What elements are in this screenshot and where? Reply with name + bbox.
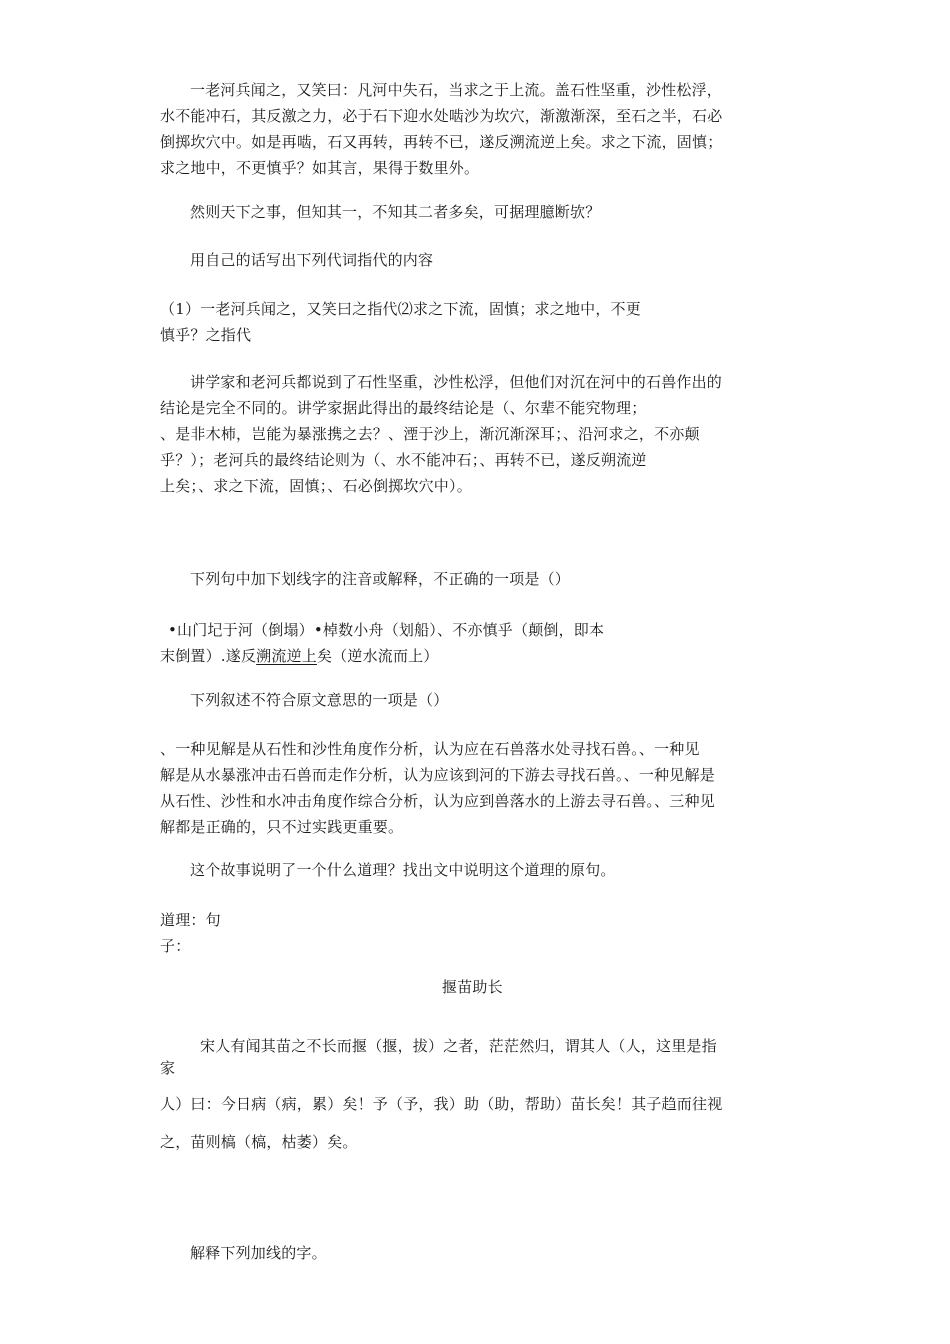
question-conclusion-line: 上矣；、求之下流，固慎；、石必倒掷坎穴中）。 [160, 477, 472, 495]
passage-line: 倒掷坎穴中。如是再啮，石又再转，再转不已，遂反溯流逆上矣。求之下流，固慎； [160, 133, 723, 151]
question-pinyin-option: •山门圮于河（倒塌）•棹数小舟（划船）、不亦慎乎（颠倒，即本 [168, 621, 605, 639]
question-conclusion-line: 、是非木杮，岂能为暴涨携之去？、湮于沙上，渐沉渐深耳；、沿河求之，不亦颠 [160, 425, 700, 443]
question-conclusion-line: 乎？）；老河兵的最终结论则为（、水不能冲石；、再转不已，遂反朔流逆 [160, 451, 647, 469]
question-pinyin-option [160, 646, 439, 666]
question-pronoun-item: （1）一老河兵闻之，又笑曰之指代⑵求之下流，固慎；求之地中，不更 [160, 300, 641, 318]
question-narrative-option: 从石性、沙性和水冲击角度作综合分析，认为应到兽落水的上游去寻石兽。、三种见 [160, 792, 715, 810]
question-narrative: 下列叙述不符合原文意思的一项是（） [190, 691, 449, 709]
question-narrative-option: 、一种见解是从石性和沙性角度作分析，认为应在石兽落水处寻找石兽。、一种见 [160, 740, 700, 758]
question-pronoun-item: 慎乎？之指代 [160, 326, 252, 344]
passage-conclusion: 然则天下之事，但知其一，不知其二者多矣，可据理臆断欤？ [190, 203, 601, 221]
question-moral: 这个故事说明了一个什么道理？找出文中说明这个道理的原句。 [190, 861, 616, 879]
underlined-phrase: 溯流逆上 [256, 647, 317, 665]
option-text: 矣（逆水流而上） [316, 647, 439, 665]
option-text: 末倒置）.遂反 [160, 647, 257, 665]
question-pinyin: 下列句中加下划线字的注音或解释，不正确的一项是（） [190, 570, 571, 588]
story-line: 宋人有闻其苗之不长而揠（揠，拔）之者，茫茫然归，谓其人（人，这里是指 [200, 1037, 717, 1055]
passage-line: 水不能冲石，其反激之力，必于石下迎水处啮沙为坎穴，渐激渐深，至石之半，石必 [160, 107, 723, 125]
question-pronoun: 用自己的话写出下列代词指代的内容 [190, 251, 434, 269]
question-conclusion-line: 讲学家和老河兵都说到了石性坚重，沙性松浮，但他们对沉在河中的石兽作出的 [190, 373, 723, 391]
story-line: 人）曰：今日病（病，累）矣！予（予，我）助（助，帮助）苗长矣！其子趋而往视 [160, 1095, 723, 1113]
story-line: 之，苗则槁（槁，枯萎）矣。 [160, 1133, 358, 1151]
question-narrative-option: 解都是正确的，只不过实践更重要。 [160, 818, 404, 836]
section-title: 揠苗助长 [442, 978, 503, 996]
question-narrative-option: 解是从水暴涨冲击石兽而走作分析，认为应该到河的下游去寻找石兽。、一种见解是 [160, 766, 715, 784]
answer-line: 道理：句 [160, 911, 221, 929]
question-conclusion-line: 结论是完全不同的。讲学家据此得出的最终结论是（、尔辈不能究物理； [160, 399, 647, 417]
story-line: 家 [160, 1059, 176, 1077]
passage-line: 一老河兵闻之，又笑曰：凡河中失石，当求之于上流。盖石性坚重，沙性松浮， [190, 81, 723, 99]
answer-line: 子： [160, 937, 191, 955]
passage-line: 求之地中，不更慎乎？如其言，果得于数里外。 [160, 159, 480, 177]
question-explain: 解释下列加线的字。 [190, 1244, 327, 1262]
